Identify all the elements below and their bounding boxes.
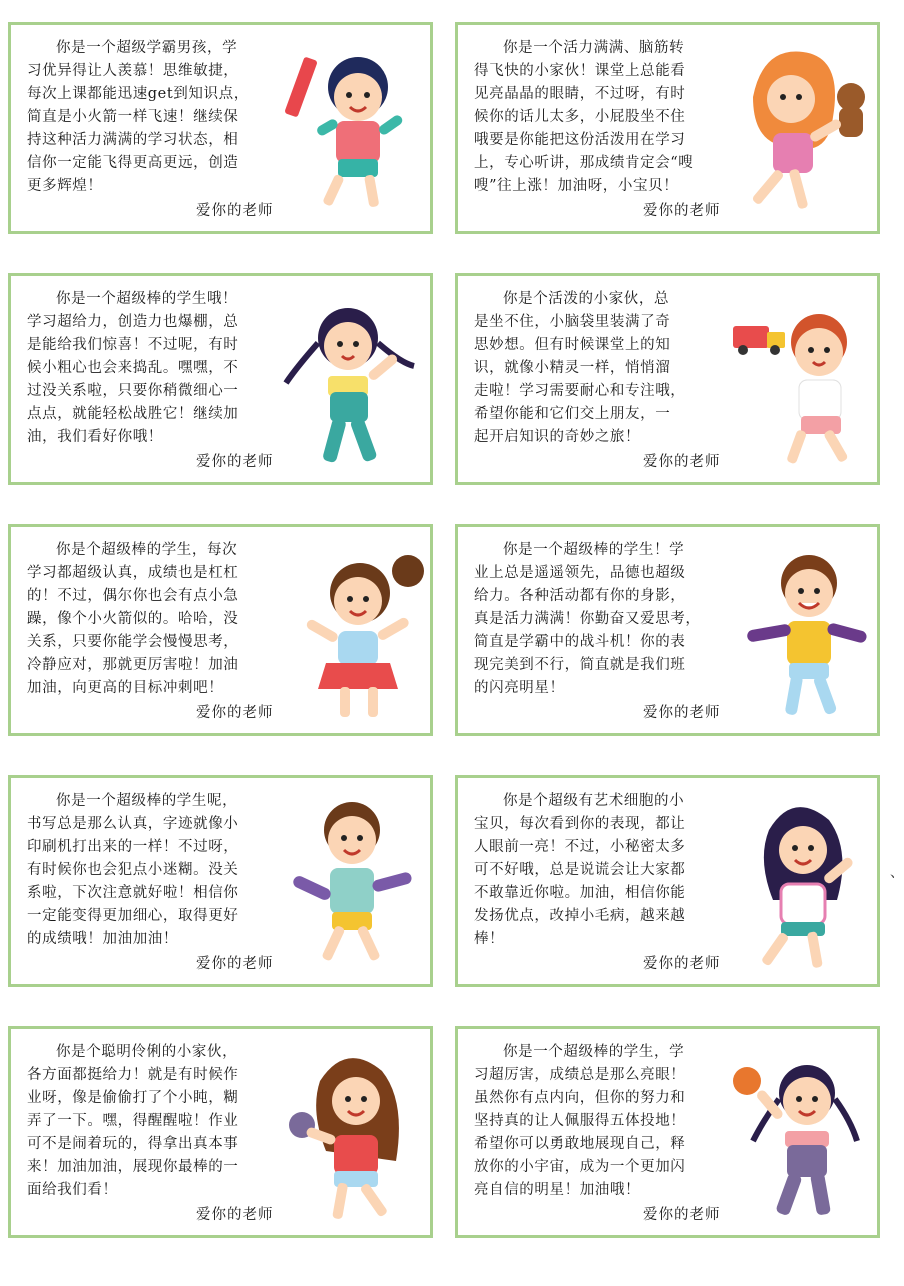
comment-text: 你是一个超级棒的学生哦！ 学习超给力，创造力也爆棚，总 是能给我们惊喜！不过呢，有时 候小粗心也会来捣乱。嘿嘿，不 过没关系啦，只要你稍微细心一 点点，就能轻松战胜它！继续加 油，我们看好你哦！ [27, 291, 239, 445]
girl-waving-illustration [733, 790, 871, 978]
comment-card [455, 775, 880, 987]
boy-with-toy-truck-illustration [733, 288, 871, 476]
signature: 爱你的老师 [196, 203, 274, 219]
comment-text: 你是个聪明伶俐的小家伙， 各方面都挺给力！就是有时候作 业呀，像是偷偷打了个小盹，糊 弄了一下。嘿，得醒醒啦！作业 可不是闹着玩的，得拿出真本事 来！加油加油，展现你最棒的一 面给我们看！ [27, 1044, 239, 1198]
comment-text: 你是个超级有艺术细胞的小 宝贝，每次看到你的表现，都让 人眼前一亮！不过，小秘密太多 可不好哦，总是说谎会让大家都 不敢靠近你啦。加油，相信你能 发扬优点，改掉小毛病，越来越 棒！ [474, 793, 686, 947]
signature: 爱你的老师 [196, 705, 274, 721]
signature: 爱你的老师 [643, 454, 721, 470]
comment-card [8, 22, 433, 234]
comment-text: 你是一个超级学霸男孩，学 习优异得让人羡慕！思维敏捷， 每次上课都能迅速get到知识点， 简直是小火箭一样飞速！继续保 持这种活力满满的学习状态，相 信你一定能飞得更高更远，创造 更多辉煌！ [27, 40, 249, 194]
boy-in-yellow-shirt-illustration [733, 539, 871, 727]
stray-mark: 、 [890, 865, 904, 881]
comment-card [8, 1026, 433, 1238]
comment-text: 你是一个活力满满、脑筋转 得飞快的小家伙！课堂上总能看 见亮晶晶的眼睛，不过呀，有时 候你的话儿太多，小屁股坐不住 哦要是你能把这份活泼用在学习 上，专心听讲，那成绩肯定会“嗖 嗖”往上涨！加油呀，小宝贝！ [474, 40, 694, 194]
girl-with-ball-illustration [286, 1041, 424, 1229]
boy-in-blue-shirt-illustration [286, 790, 424, 978]
comment-text: 你是一个超级棒的学生！学 业上总是遥遥领先，品德也超级 给力。各种活动都有你的身影， 真是活力满满！你勤奋又爱思考， 简直是学霸中的战斗机！你的表 现完美到不行，简直就是我们班 的闪亮明星！ [474, 542, 701, 696]
comment-text: 你是个超级棒的学生，每次 学习都超级认真，成绩也是杠杠 的！不过，偶尔你也会有点小急 躁，像个小火箭似的。哈哈，没 关系，只要你能学会慢慢思考， 冷静应对，那就更厉害啦！加油 加油，向更高的目标冲刺吧！ [27, 542, 239, 696]
comment-card [8, 775, 433, 987]
boy-with-crayon-illustration [286, 37, 424, 225]
comment-card [455, 1026, 880, 1238]
comment-card [455, 524, 880, 736]
girl-in-overalls-illustration [286, 288, 424, 476]
signature: 爱你的老师 [196, 454, 274, 470]
signature: 爱你的老师 [643, 1207, 721, 1223]
signature: 爱你的老师 [196, 1207, 274, 1223]
comment-card [455, 22, 880, 234]
comment-card [455, 273, 880, 485]
girl-with-orange-ball-illustration [733, 1041, 871, 1229]
signature: 爱你的老师 [196, 956, 274, 972]
comment-card [8, 273, 433, 485]
signature: 爱你的老师 [643, 705, 721, 721]
comment-card [8, 524, 433, 736]
girl-with-teddy-bear-illustration [733, 37, 871, 225]
comment-text: 你是一个超级棒的学生，学 习超厉害，成绩总是那么亮眼！ 虽然你有点内向，但你的努力和 坚持真的让人佩服得五体投地！ 希望你可以勇敢地展现自己，释 放你的小宇宙，成为一个更加闪 亮自信的明星！加油哦！ [474, 1044, 686, 1198]
comment-text: 你是个活泼的小家伙，总 是坐不住，小脑袋里装满了奇 思妙想。但有时候课堂上的知 识，就像小精灵一样，悄悄溜 走啦！学习需要耐心和专注哦， 希望你能和它们交上朋友，一 起开启知识的奇妙之旅！ [474, 291, 686, 445]
signature: 爱你的老师 [643, 203, 721, 219]
comment-text: 你是一个超级棒的学生呢， 书写总是那么认真，字迹就像小 印刷机打出来的一样！不过呀， 有时候你也会犯点小迷糊。没关 系啦，下次注意就好啦！相信你 一定能变得更加细心，取得更好 的成绩哦！加油加油！ [27, 793, 239, 947]
girl-with-ponytail-illustration [286, 539, 424, 727]
signature: 爱你的老师 [643, 956, 721, 972]
